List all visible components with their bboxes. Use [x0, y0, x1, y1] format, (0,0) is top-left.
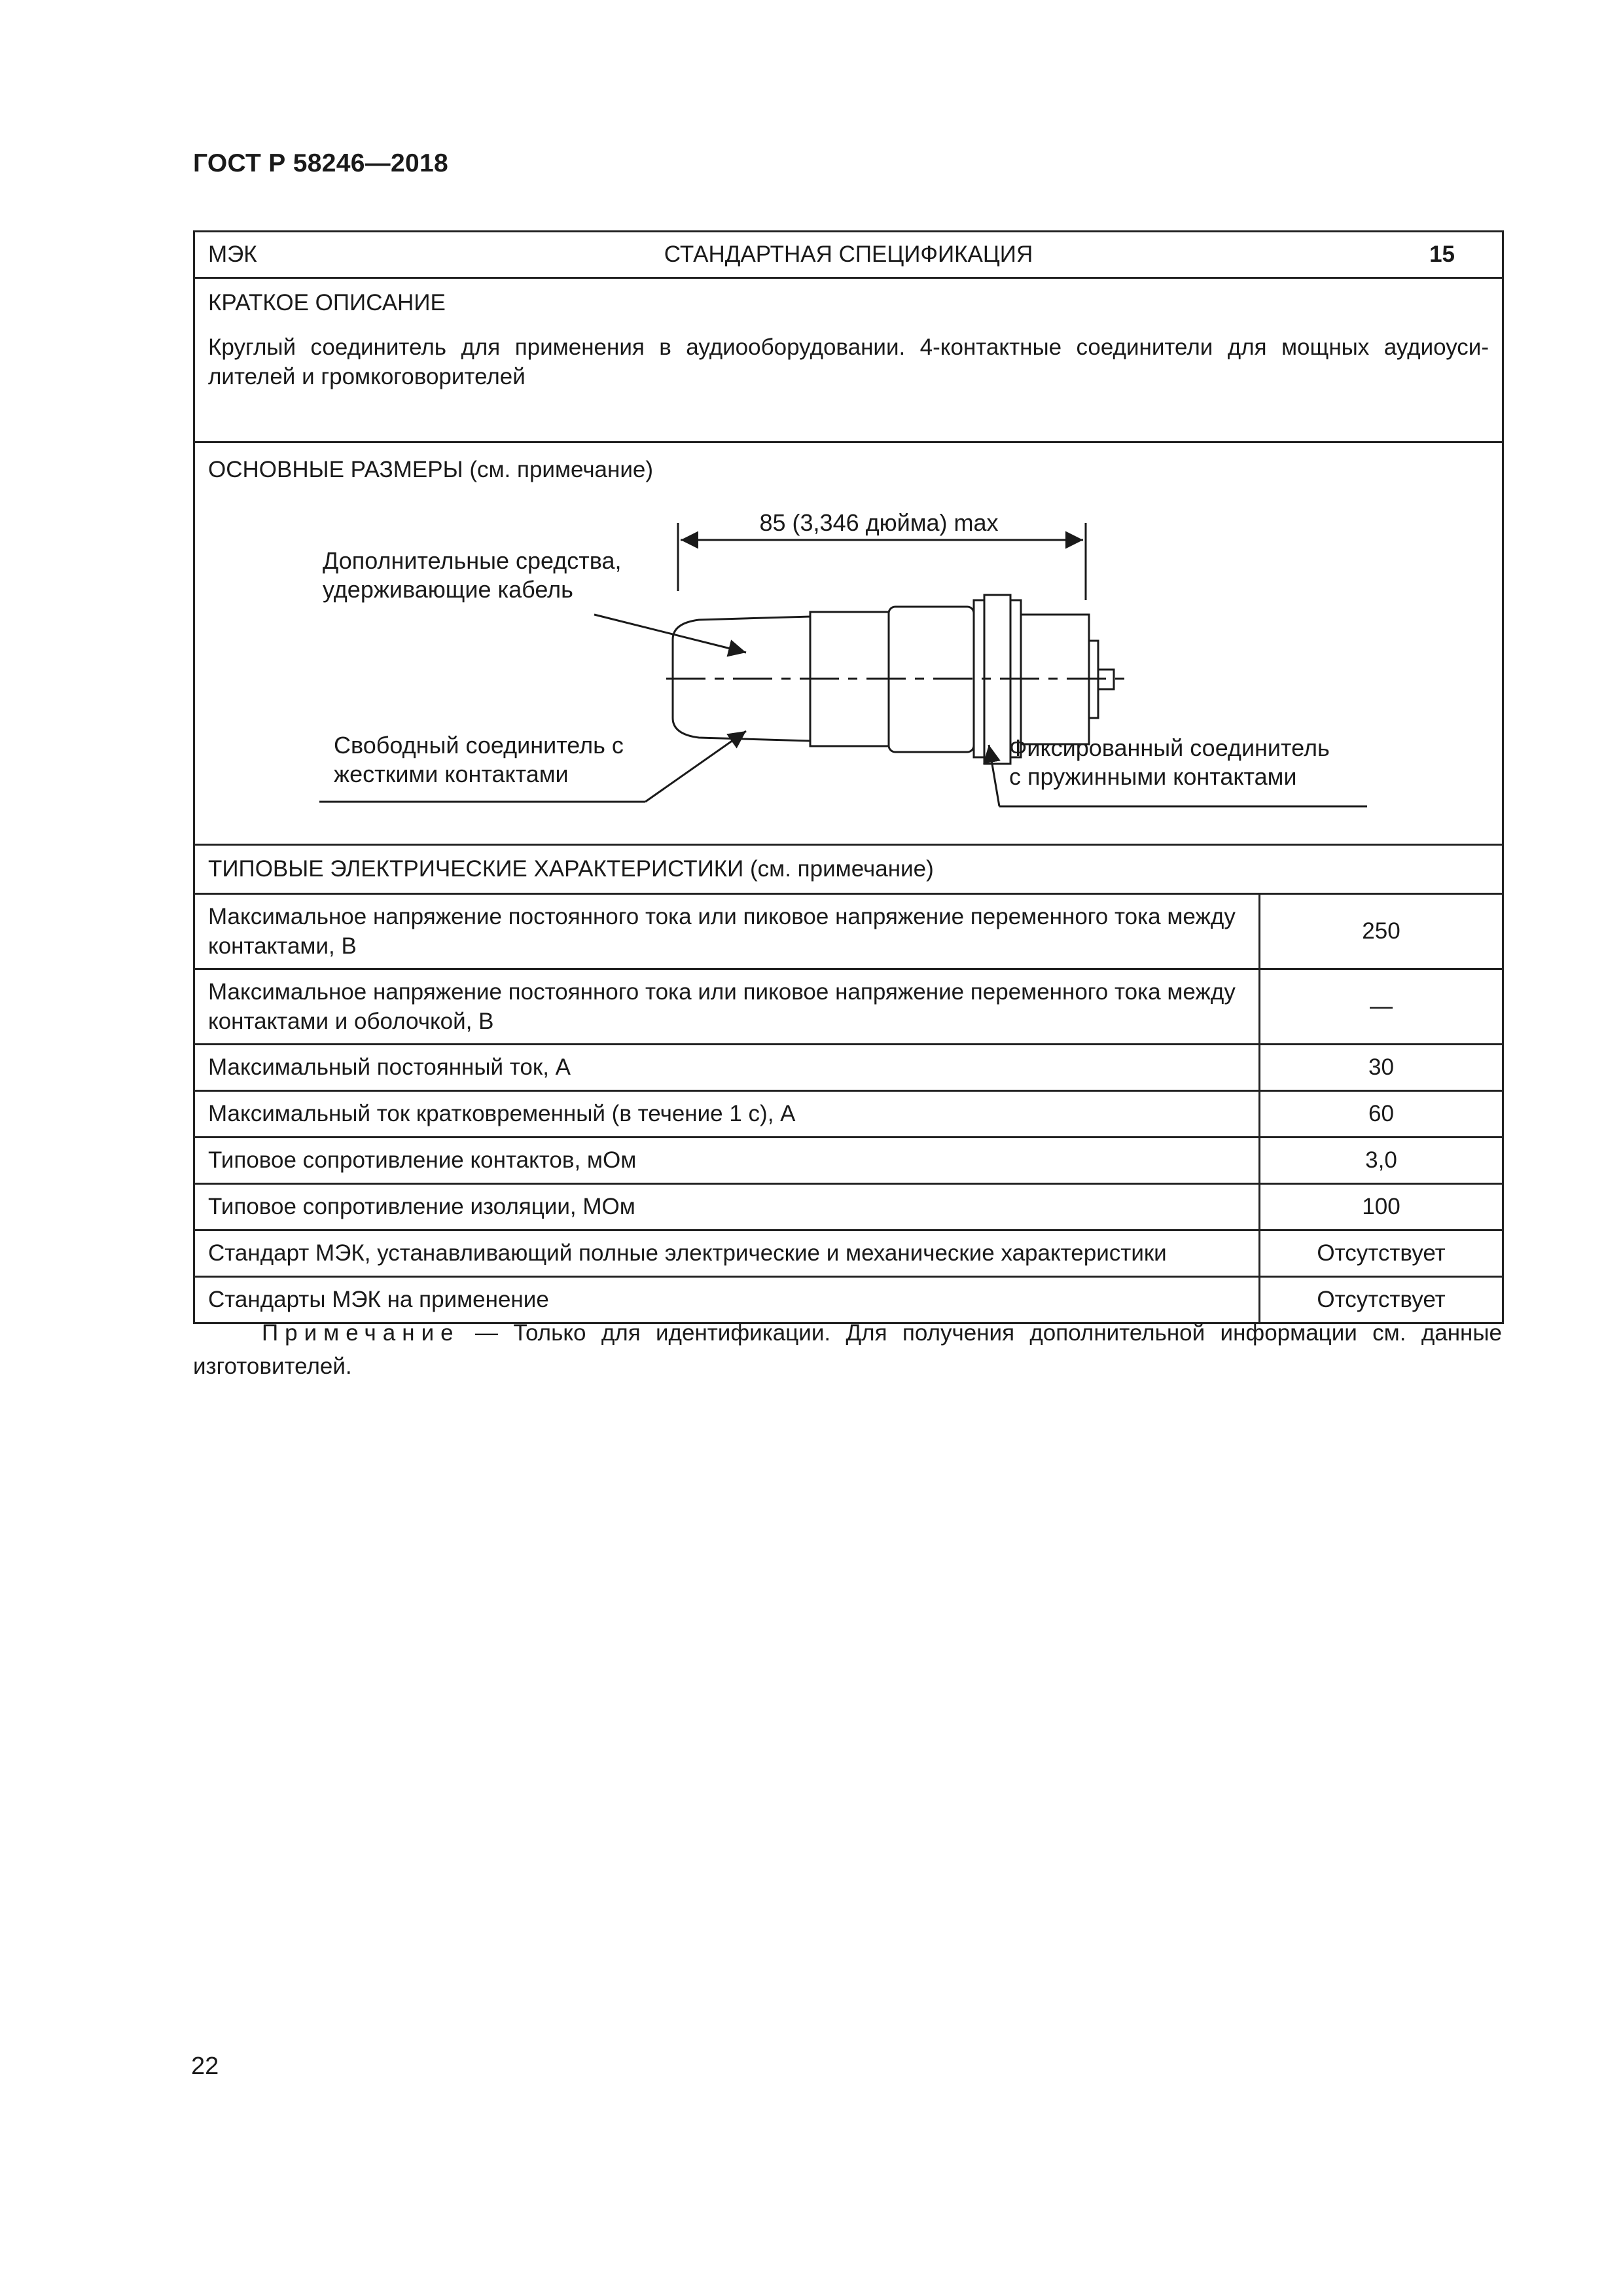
spec-header-row — [194, 232, 1503, 278]
param-cell: Стандарты МЭК на применение — [194, 1277, 1260, 1323]
value-cell: 3,0 — [1260, 1138, 1503, 1184]
spec-table — [193, 230, 1504, 1324]
param-cell: Максимальный ток кратковременный (в течение 1 с), А — [194, 1091, 1260, 1138]
spec-org: МЭК — [208, 242, 257, 268]
leader-free — [645, 731, 746, 802]
value-cell: — — [1260, 969, 1503, 1045]
spec-number: 15 — [1429, 242, 1455, 268]
label-fixed-line2: с пружинными контактами — [1009, 763, 1297, 790]
table-row — [194, 894, 1503, 969]
note — [193, 1317, 1502, 1384]
param-cell: Максимальный постоянный ток, А — [194, 1045, 1260, 1091]
description-text: Круглый соединитель для применения в аудиооборудовании. 4-контактные соединители для мощных аудиоуси- лителей и громкоговорителей — [208, 334, 1489, 389]
value-cell: 250 — [1260, 894, 1503, 969]
description-title: КРАТКОЕ ОПИСАНИЕ — [208, 290, 446, 315]
document-header: ГОСТ Р 58246—2018 — [193, 149, 448, 177]
param-cell: Типовое сопротивление изоляции, МОм — [194, 1184, 1260, 1230]
value-cell: Отсутствует — [1260, 1230, 1503, 1277]
table-row — [194, 969, 1503, 1045]
param-cell: Типовое сопротивление контактов, мОм — [194, 1138, 1260, 1184]
table-row — [194, 1230, 1503, 1277]
param-cell: Стандарт МЭК, устанавливающий полные электрические и механические характеристики — [194, 1230, 1260, 1277]
label-fixed-line1: Фиксированный соединитель — [1009, 734, 1330, 761]
note-text: — Только для идентификации. Для получения дополнительной информации см. данные изготовителей. — [193, 1320, 1502, 1379]
label-cable-line2: удерживающие кабель — [323, 576, 573, 603]
value-cell: Отсутствует — [1260, 1277, 1503, 1323]
table-row — [194, 1091, 1503, 1138]
value-cell: 100 — [1260, 1184, 1503, 1230]
label-free-line1: Свободный соединитель с — [334, 732, 624, 759]
connector-drawing — [195, 443, 1504, 844]
value-cell: 30 — [1260, 1045, 1503, 1091]
dimension-label: 85 (3,346 дюйма) max — [759, 509, 999, 536]
value-cell: 60 — [1260, 1091, 1503, 1138]
page-number: 22 — [191, 2053, 219, 2080]
table-row — [194, 1045, 1503, 1091]
electrical-title-row — [194, 845, 1503, 894]
table-row — [194, 1277, 1503, 1323]
note-label: Примечание — [262, 1320, 460, 1346]
param-cell: Максимальное напряжение постоянного тока или пиковое напряжение переменного тока между контактами и оболочкой, В — [194, 969, 1260, 1045]
spec-title: СТАНДАРТНАЯ СПЕЦИФИКАЦИЯ — [664, 242, 1033, 268]
table-row — [194, 1138, 1503, 1184]
dimensions-row — [194, 442, 1503, 845]
electrical-title: ТИПОВЫЕ ЭЛЕКТРИЧЕСКИЕ ХАРАКТЕРИСТИКИ (см. примечание) — [194, 845, 1503, 894]
table-row — [194, 1184, 1503, 1230]
label-free-line2: жесткими контактами — [334, 761, 569, 787]
description-row — [194, 278, 1503, 442]
label-cable-line1: Дополнительные средства, — [323, 547, 622, 574]
param-cell: Максимальное напряжение постоянного тока или пиковое напряжение переменного тока между контактами, В — [194, 894, 1260, 969]
dimensions-title: ОСНОВНЫЕ РАЗМЕРЫ (см. примечание) — [208, 457, 654, 482]
